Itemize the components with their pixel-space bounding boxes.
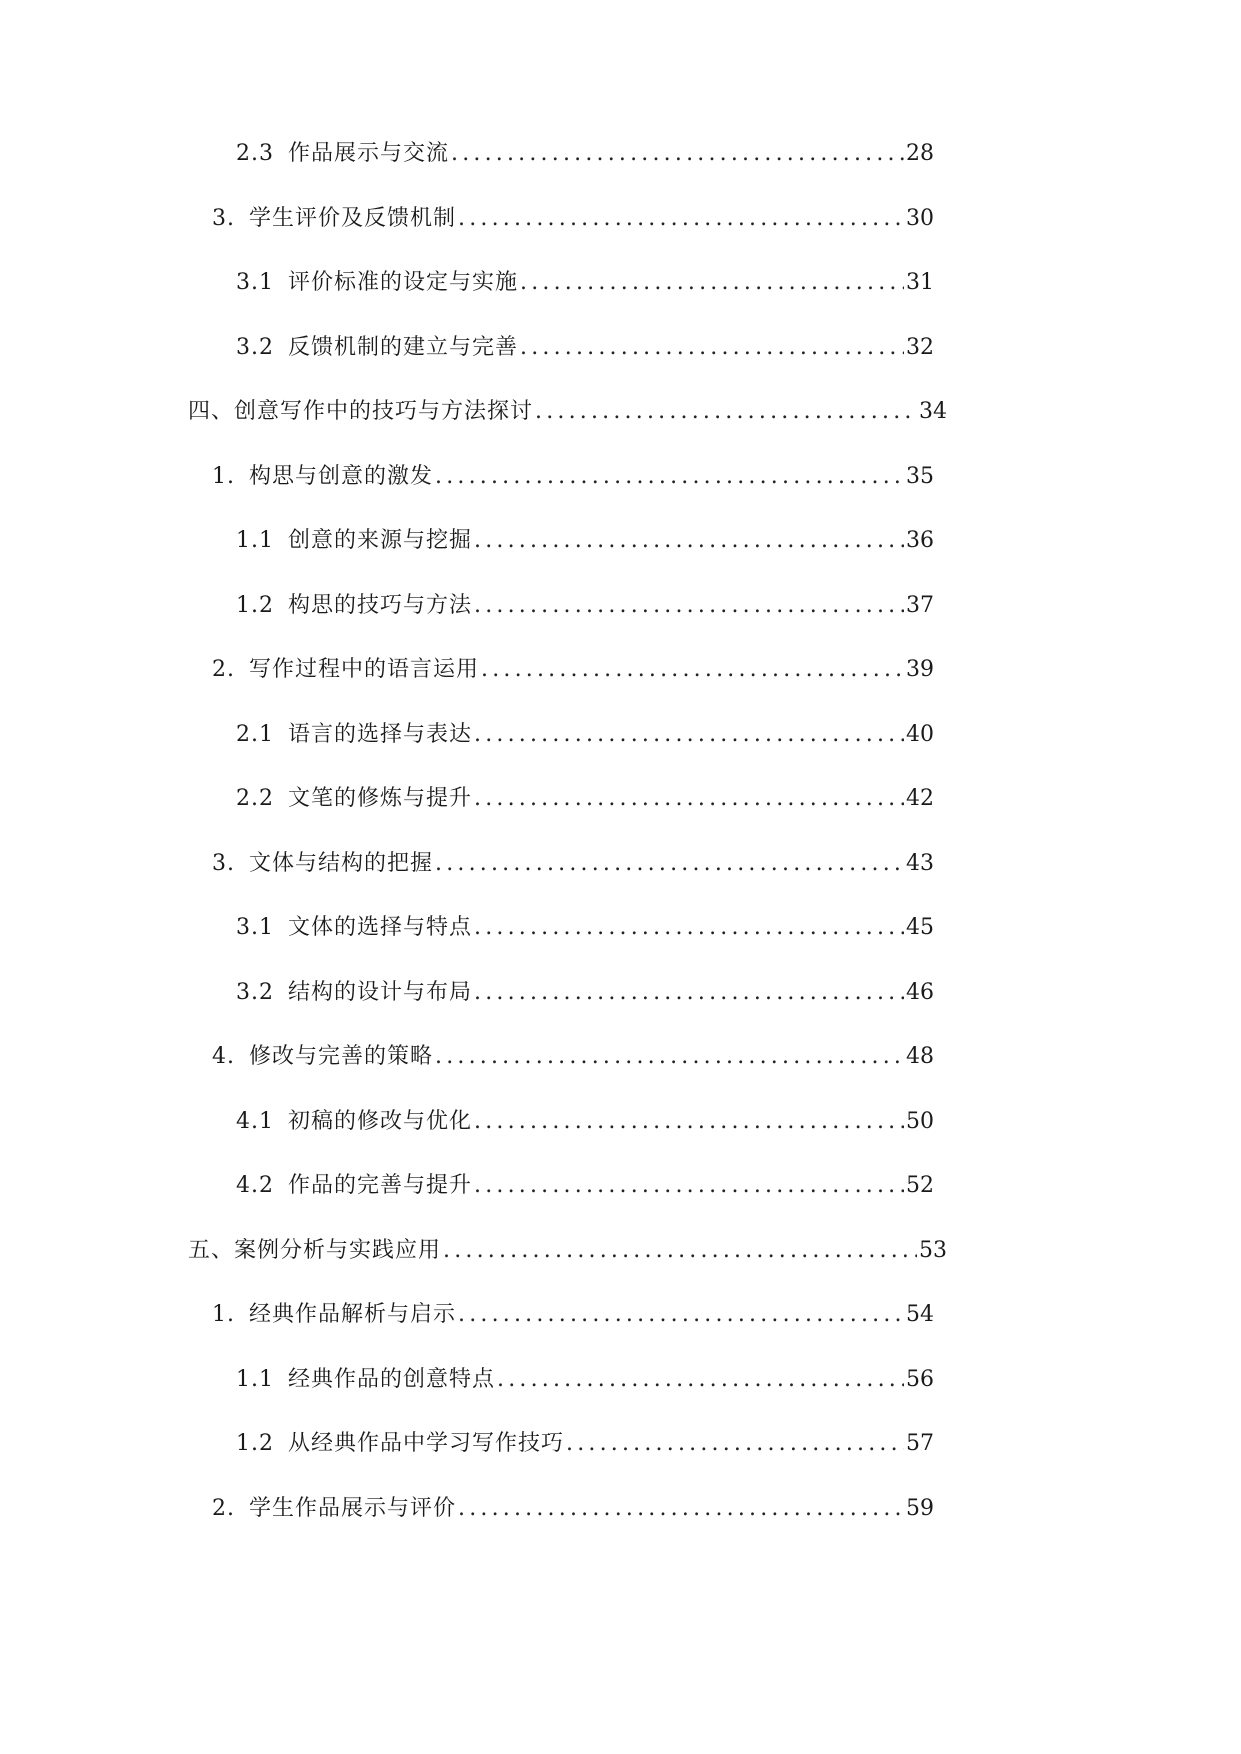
dot-leader bbox=[435, 459, 904, 495]
toc-entry-page: 53 bbox=[919, 1237, 947, 1263]
toc-entry-page: 40 bbox=[906, 721, 934, 747]
toc-entry-page: 50 bbox=[906, 1108, 934, 1134]
toc-entry-number: 1.1 bbox=[236, 1366, 274, 1392]
dot-leader bbox=[474, 588, 904, 624]
dot-leader bbox=[474, 717, 904, 753]
toc-entry-number: 3.1 bbox=[236, 270, 274, 295]
dot-leader bbox=[443, 1233, 917, 1269]
toc-entry-number: 1.2 bbox=[236, 592, 274, 618]
toc-entry[interactable] bbox=[212, 459, 934, 495]
toc-entry-page: 39 bbox=[906, 657, 934, 682]
toc-entry-number: 4. bbox=[212, 1044, 235, 1069]
toc-entry-title: 修改与完善的策略 bbox=[249, 1044, 434, 1069]
toc-entry-number: 3.2 bbox=[236, 979, 274, 1005]
toc-entry-page: 54 bbox=[906, 1302, 934, 1327]
toc-entry[interactable] bbox=[212, 846, 934, 882]
toc-entry-title: 初稿的修改与优化 bbox=[288, 1108, 473, 1134]
toc-entry-title: 学生评价及反馈机制 bbox=[249, 205, 457, 231]
toc-entry-number: 2.1 bbox=[236, 721, 274, 747]
toc-entry-page: 59 bbox=[906, 1495, 934, 1521]
toc-entry-page: 32 bbox=[906, 334, 934, 360]
toc-entry-page: 56 bbox=[906, 1366, 934, 1392]
dot-leader bbox=[458, 201, 904, 237]
toc-entry-title: 经典作品的创意特点 bbox=[288, 1366, 496, 1392]
toc-entry-title: 结构的设计与布局 bbox=[288, 979, 473, 1005]
toc-entry-title: 创意的来源与挖掘 bbox=[288, 528, 473, 553]
toc-entry[interactable] bbox=[236, 1168, 934, 1204]
toc-entry-title: 构思与创意的激发 bbox=[249, 463, 434, 489]
toc-entry[interactable] bbox=[236, 588, 934, 624]
toc-entry[interactable] bbox=[236, 265, 934, 301]
toc-entry-page: 57 bbox=[906, 1431, 934, 1456]
dot-leader bbox=[474, 1168, 904, 1204]
toc-entry-title: 作品展示与交流 bbox=[288, 141, 450, 166]
toc-entry-number: 4.2 bbox=[236, 1173, 274, 1198]
toc-entry[interactable] bbox=[212, 1297, 934, 1333]
toc-entry-page: 48 bbox=[906, 1044, 934, 1069]
dot-leader bbox=[474, 781, 904, 817]
toc-entry-number: 3.1 bbox=[236, 915, 274, 940]
toc-entry-number: 3. bbox=[212, 850, 235, 876]
toc-entry-page: 43 bbox=[906, 850, 934, 876]
toc-entry[interactable] bbox=[236, 1362, 934, 1398]
dot-leader bbox=[520, 330, 904, 366]
toc-entry[interactable] bbox=[236, 1104, 934, 1140]
toc-entry-number: 3.2 bbox=[236, 334, 274, 360]
toc-entry-number: 1. bbox=[212, 463, 235, 489]
dot-leader bbox=[497, 1362, 904, 1398]
toc-entry[interactable] bbox=[236, 136, 934, 172]
toc-entry[interactable] bbox=[212, 1491, 934, 1527]
dot-leader bbox=[451, 136, 904, 172]
toc-entry-page: 42 bbox=[906, 786, 934, 811]
toc-entry-title: 学生作品展示与评价 bbox=[249, 1495, 457, 1521]
toc-entry-title: 文体与结构的把握 bbox=[249, 850, 434, 876]
toc-entry-page: 45 bbox=[906, 915, 934, 940]
toc-entry-number: 2.3 bbox=[236, 141, 274, 166]
toc-entry-page: 31 bbox=[906, 270, 934, 295]
toc-entry-title: 经典作品解析与启示 bbox=[249, 1302, 457, 1327]
dot-leader bbox=[458, 1491, 904, 1527]
toc-entry-title: 从经典作品中学习写作技巧 bbox=[288, 1431, 565, 1456]
toc-entry[interactable] bbox=[212, 201, 934, 237]
dot-leader bbox=[474, 1104, 904, 1140]
toc-entry-number: 2. bbox=[212, 657, 235, 682]
toc-entry-number: 3. bbox=[212, 205, 235, 231]
toc-entry-page: 52 bbox=[906, 1173, 934, 1198]
toc-entry[interactable] bbox=[236, 910, 934, 946]
toc-entry-title: 作品的完善与提升 bbox=[288, 1173, 473, 1198]
toc-entry[interactable] bbox=[236, 975, 934, 1011]
toc-entry-chapter[interactable] bbox=[188, 1233, 947, 1269]
toc-entry-page: 36 bbox=[906, 528, 934, 553]
toc-entry-page: 34 bbox=[919, 399, 947, 424]
toc-entry-page: 30 bbox=[906, 205, 934, 231]
toc-entry[interactable] bbox=[212, 1039, 934, 1075]
dot-leader bbox=[474, 975, 904, 1011]
toc-entry-number: 1.2 bbox=[236, 1431, 274, 1456]
toc-entry-title: 反馈机制的建立与完善 bbox=[288, 334, 519, 360]
toc-entry-page: 37 bbox=[906, 592, 934, 618]
dot-leader bbox=[566, 1426, 904, 1462]
toc-entry-title: 写作过程中的语言运用 bbox=[249, 657, 480, 682]
dot-leader bbox=[435, 846, 904, 882]
toc-entry-title: 文体的选择与特点 bbox=[288, 915, 473, 940]
dot-leader bbox=[520, 265, 904, 301]
toc-entry-number: 4.1 bbox=[236, 1108, 274, 1134]
toc-entry-page: 46 bbox=[906, 979, 934, 1005]
toc-entry-page: 35 bbox=[906, 463, 934, 489]
dot-leader bbox=[535, 394, 917, 430]
toc-entry-number: 1.1 bbox=[236, 528, 274, 553]
toc-entry-page: 28 bbox=[906, 141, 934, 166]
toc-entry[interactable] bbox=[236, 717, 934, 753]
toc-entry[interactable] bbox=[236, 523, 934, 559]
toc-entry[interactable] bbox=[212, 652, 934, 688]
toc-entry-title: 文笔的修炼与提升 bbox=[288, 786, 473, 811]
dot-leader bbox=[481, 652, 904, 688]
toc-entry[interactable] bbox=[236, 781, 934, 817]
toc-entry-title: 评价标准的设定与实施 bbox=[288, 270, 519, 295]
dot-leader bbox=[474, 910, 904, 946]
toc-entry-number: 2. bbox=[212, 1495, 235, 1521]
toc-entry[interactable] bbox=[236, 1426, 934, 1462]
toc-entry-title: 语言的选择与表达 bbox=[288, 721, 473, 747]
toc-entry-title: 四、创意写作中的技巧与方法探讨 bbox=[188, 399, 534, 424]
toc-entry-title: 构思的技巧与方法 bbox=[288, 592, 473, 618]
dot-leader bbox=[474, 523, 904, 559]
toc-entry-title: 五、案例分析与实践应用 bbox=[188, 1237, 442, 1263]
dot-leader bbox=[458, 1297, 904, 1333]
toc-entry-number: 1. bbox=[212, 1302, 235, 1327]
dot-leader bbox=[435, 1039, 904, 1075]
toc-entry[interactable] bbox=[236, 330, 934, 366]
toc-entry-number: 2.2 bbox=[236, 786, 274, 811]
toc-entry-chapter[interactable] bbox=[188, 394, 947, 430]
